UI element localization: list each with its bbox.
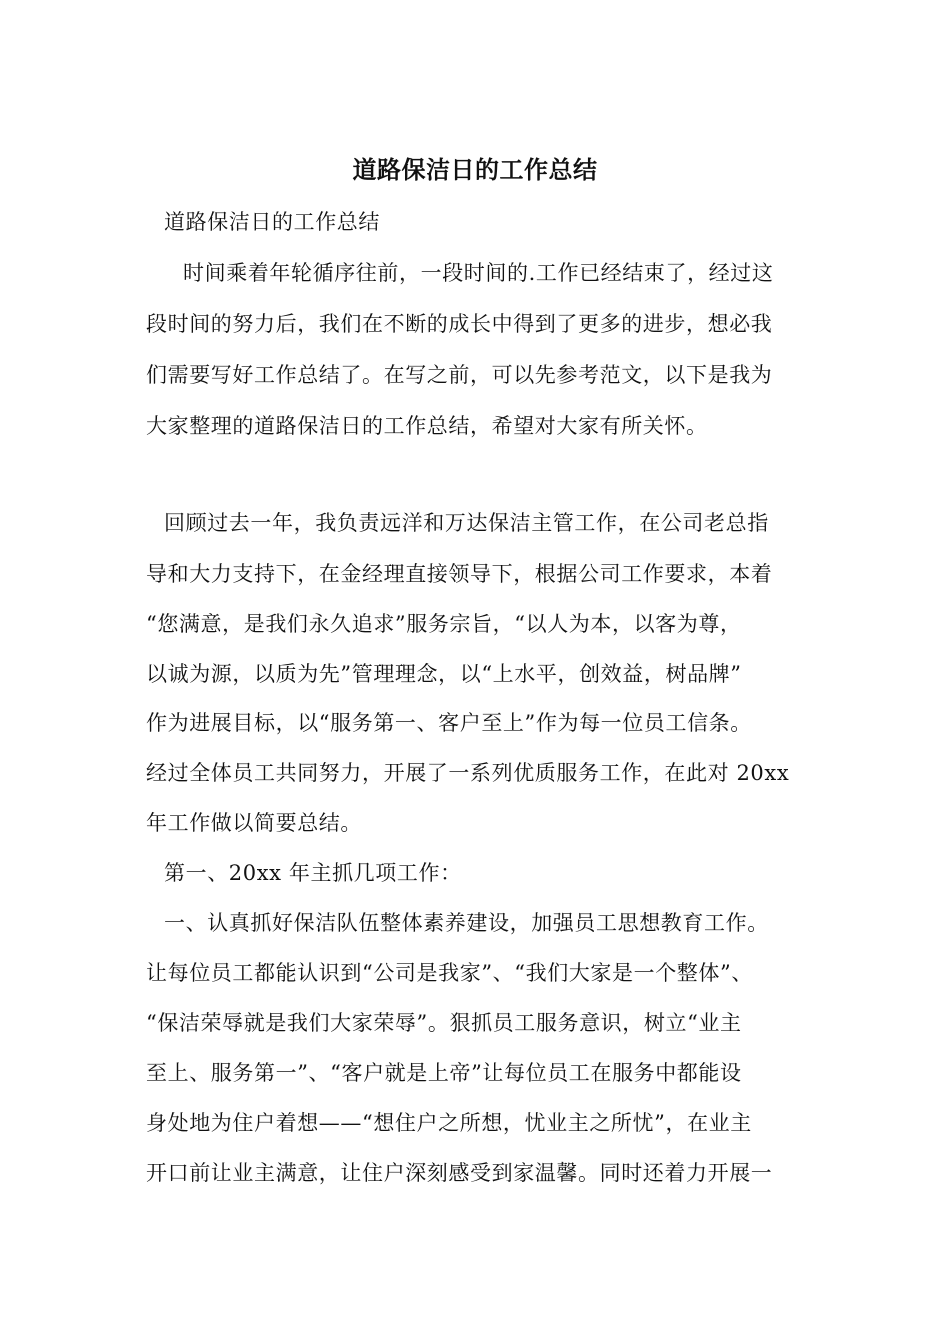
item-one-line-5: 身处地为住户着想——“想住户之所想，忧业主之所忧”，在业主 xyxy=(146,1111,752,1135)
review-line-4: 以诚为源，以质为先”管理理念，以“上水平，创效益，树品牌” xyxy=(146,662,742,686)
item-one-line-2: 让每位员工都能认识到“公司是我家”、“我们大家是一个整体”、 xyxy=(146,961,753,985)
item-one-line-3: “保洁荣辱就是我们大家荣辱”。狠抓员工服务意识，树立“业主 xyxy=(146,1011,742,1035)
item-one-line-1: 一、认真抓好保洁队伍整体素养建设，加强员工思想教育工作。 xyxy=(164,911,769,935)
review-line-5: 作为进展目标，以“服务第一、客户至上”作为每一位员工信条。 xyxy=(146,711,752,735)
review-line-1: 回顾过去一年，我负责远洋和万达保洁主管工作，在公司老总指 xyxy=(164,511,769,535)
review-line-7: 年工作做以简要总结。 xyxy=(146,811,362,835)
intro-line-1: 时间乘着年轮循序往前，一段时间的.工作已经结束了，经过这 xyxy=(183,261,774,285)
intro-line-3: 们需要写好工作总结了。在写之前，可以先参考范文，以下是我为 xyxy=(146,363,773,387)
intro-line-2: 段时间的努力后，我们在不断的成长中得到了更多的进步，想必我 xyxy=(146,312,773,336)
item-one-line-4: 至上、服务第一”、“客户就是上帝”让每位员工在服务中都能设 xyxy=(146,1061,742,1085)
intro-line-4: 大家整理的道路保洁日的工作总结，希望对大家有所关怀。 xyxy=(146,414,708,438)
subtitle-line: 道路保洁日的工作总结 xyxy=(164,210,380,234)
review-line-2: 导和大力支持下，在金经理直接领导下，根据公司工作要求，本着 xyxy=(146,562,773,586)
document-title: 道路保洁日的工作总结 xyxy=(352,155,598,184)
section-heading: 第一、20xx 年主抓几项工作： xyxy=(164,861,462,885)
item-one-line-6: 开口前让业主满意，让住户深刻感受到家温馨。同时还着力开展一 xyxy=(146,1161,773,1185)
review-line-6: 经过全体员工共同努力，开展了一系列优质服务工作，在此对 20xx xyxy=(146,761,790,785)
review-line-3: “您满意，是我们永久追求”服务宗旨，“以人为本，以客为尊， xyxy=(146,612,742,636)
